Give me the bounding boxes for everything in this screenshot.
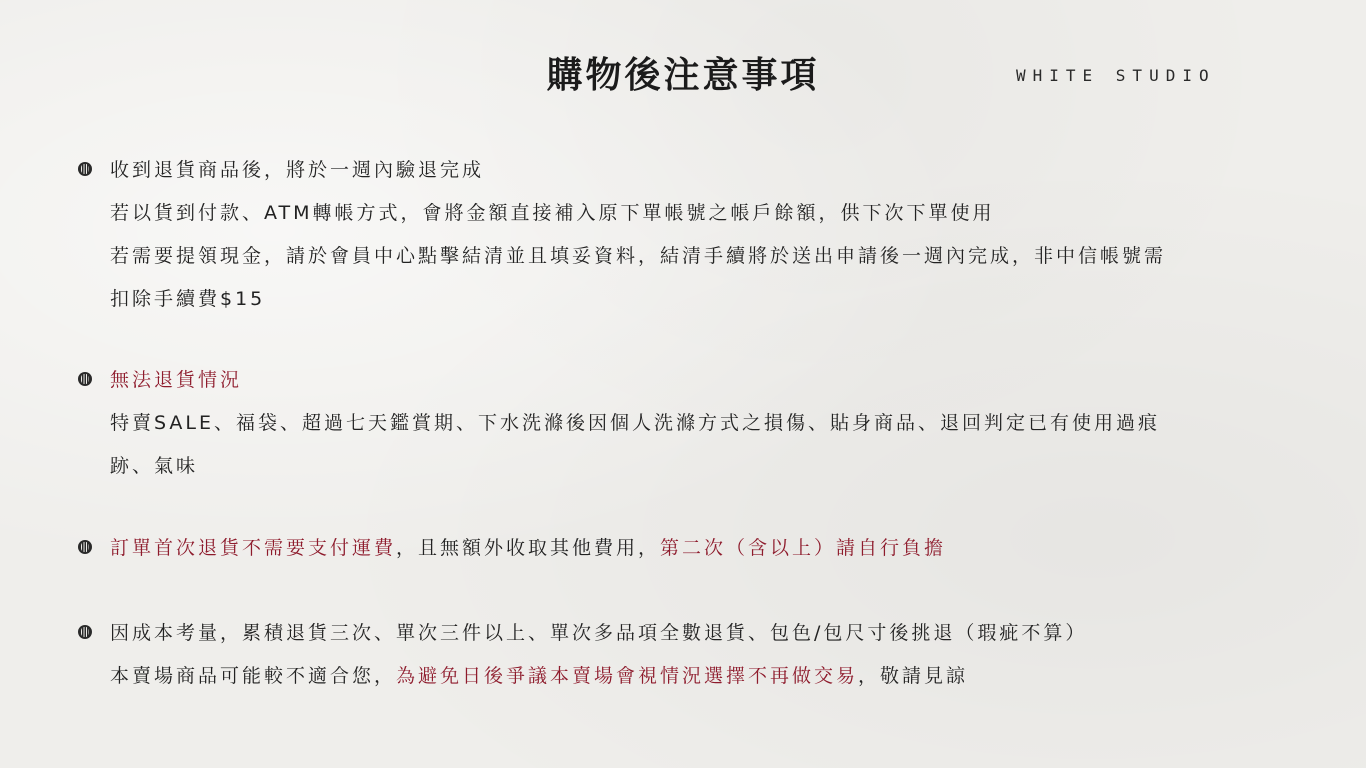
first-return-note: 訂單首次退貨不需要支付運費 <box>110 537 397 559</box>
non-returnable-section <box>76 359 1306 488</box>
list-item-detail <box>76 278 1306 321</box>
item-text: ，敬請見諒 <box>858 665 969 687</box>
bullet-icon <box>78 162 92 176</box>
section-heading: 無法退貨情況 <box>110 369 243 391</box>
list-item <box>76 149 1306 192</box>
list-item <box>76 612 1306 655</box>
brand-label: WHITE STUDIO <box>1016 66 1216 85</box>
return-inspection-section <box>76 149 1306 321</box>
list-item-detail <box>76 655 1306 698</box>
no-extra-fee-note: ，且無額外收取其他費用， <box>396 537 661 559</box>
list-item <box>76 359 1306 402</box>
page-title: 購物後注意事項 <box>546 55 820 96</box>
return-limit-section <box>76 612 1306 698</box>
item-text: 因成本考量，累積退貨三次、單次三件以上、單次多品項全數退貨、包色/包尺寸後挑退（瑕疵不算） <box>110 622 1088 644</box>
item-text: 本賣場商品可能較不適合您， <box>110 665 397 687</box>
item-text: 扣除手續費$15 <box>110 288 266 310</box>
item-text: 若以貨到付款、ATM轉帳方式，會將金額直接補入原下單帳號之帳戶餘額，供下次下單使用 <box>110 202 995 224</box>
bullet-icon <box>78 625 92 639</box>
second-return-note: 第二次（含以上）請自行負擔 <box>660 537 947 559</box>
item-text: 若需要提領現金，請於會員中心點擊結清並且填妥資料，結清手續將於送出申請後一週內完成，非中信帳號需 <box>110 245 1167 267</box>
list-item-detail <box>76 445 1306 488</box>
list-item <box>76 527 1306 570</box>
item-text: 特賣SALE、福袋、超過七天鑑賞期、下水洗滌後因個人洗滌方式之損傷、貼身商品、退回判定已有使用過痕 <box>110 412 1161 434</box>
bullet-icon <box>78 372 92 386</box>
shipping-fee-section <box>76 527 1306 570</box>
item-text: 收到退貨商品後，將於一週內驗退完成 <box>110 159 485 181</box>
list-item-detail <box>76 192 1306 235</box>
list-item-detail <box>76 235 1306 278</box>
item-text: 跡、氣味 <box>110 455 199 477</box>
bullet-icon <box>78 540 92 554</box>
trade-refusal-note: 為避免日後爭議本賣場會視情況選擇不再做交易 <box>396 665 859 687</box>
list-item-detail <box>76 402 1306 445</box>
